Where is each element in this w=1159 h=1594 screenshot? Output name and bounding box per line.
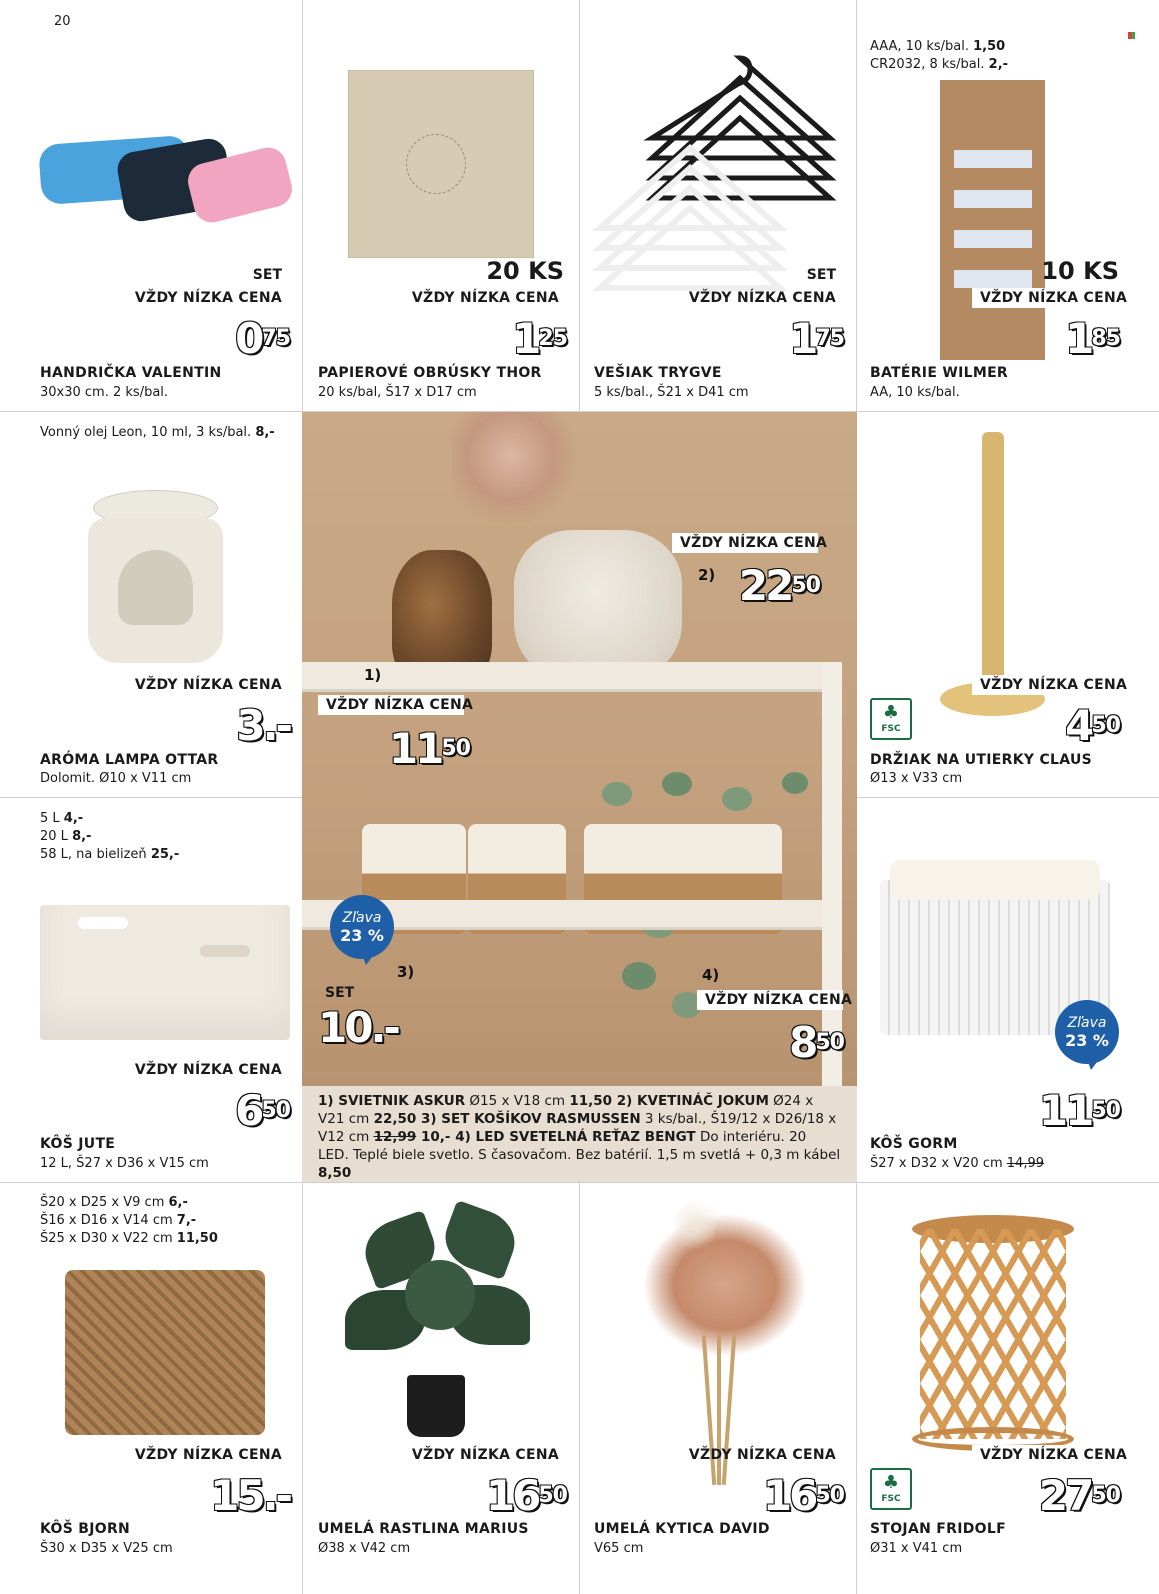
product-description: Ø13 x V33 cm <box>870 771 963 786</box>
always-low-price-label: VŽDY NÍZKA CENA <box>672 533 818 553</box>
aroma-lamp-image <box>88 490 223 665</box>
brand-logo-icon <box>1128 32 1135 39</box>
price-tag: $11^{50}$ <box>388 724 470 773</box>
price-tag: $16^{50}$ <box>485 1471 567 1520</box>
price-tag: $1^{85}$ <box>1065 314 1120 363</box>
divider <box>0 1182 1159 1183</box>
item-reference: 1) <box>364 666 382 684</box>
product-name: UMELÁ RASTLINA MARIUS <box>318 1521 529 1537</box>
always-low-price-label: VŽDY NÍZKA CENA <box>134 677 282 693</box>
price-tag: $8^{50}$ <box>789 1018 844 1067</box>
product-description: V65 cm <box>594 1541 644 1556</box>
variant-price-note: Š16 x D16 x V14 cm 7,- <box>40 1213 197 1228</box>
set-badge: SET <box>325 985 355 1001</box>
old-price: 12,99 <box>373 1129 417 1145</box>
divider <box>0 797 302 798</box>
always-low-price-label: VŽDY NÍZKA CENA <box>972 288 1119 308</box>
product-description: 20 ks/bal, Š17 x D17 cm <box>318 385 477 400</box>
product-name: ARÓMA LAMPA OTTAR <box>40 752 219 768</box>
variant-price-note: 58 L, na bielizeň 25,- <box>40 847 180 862</box>
divider <box>856 797 1159 798</box>
photo-caption: 1) SVIETNIK ASKUR Ø15 x V18 cm 11,50 2) KVETINÁČ JOKUM Ø24 x V21 cm 22,50 3) SET KOŠÍKOV RASMUSSEN 3 ks/bal., Š19/12 x D26/18 x V12 cm 12,99 10,- 4) LED SVETELNÁ REŤAZ BENGT Do interiéru. 20 LED. Teplé biele svetlo. S časovačom. Bez batérií. 1,5 m svetlá + 0,3 m kábel 8,50 <box>302 1086 857 1182</box>
product-name: PAPIEROVÉ OBRÚSKY THOR <box>318 365 542 381</box>
price-tag: $4^{50}$ <box>1065 701 1120 750</box>
always-low-price-label: VŽDY NÍZKA CENA <box>318 695 464 715</box>
always-low-price-label: VŽDY NÍZKA CENA <box>411 290 559 306</box>
divider <box>579 1182 580 1594</box>
product-description: Š30 x D35 x V25 cm <box>40 1541 173 1556</box>
product-name: KÔŠ BJORN <box>40 1521 131 1537</box>
price-tag: $1^{25}$ <box>512 314 567 363</box>
fsc-logo-icon: ♣ FSC <box>870 698 912 740</box>
price-tag: $16^{50}$ <box>762 1471 844 1520</box>
price-tag: $1^{75}$ <box>789 314 844 363</box>
always-low-price-label: VŽDY NÍZKA CENA <box>134 1062 282 1078</box>
product-description: 5 ks/bal., Š21 x D41 cm <box>594 385 749 400</box>
price-tag: 3.- <box>236 701 290 750</box>
always-low-price-label: VŽDY NÍZKA CENA <box>972 675 1119 695</box>
product-description: 30x30 cm. 2 ks/bal. <box>40 385 169 400</box>
price-tag: $22^{50}$ <box>738 561 820 610</box>
variant-price-note: CR2032, 8 ks/bal. 2,- <box>870 57 1009 72</box>
product-name: BATÉRIE WILMER <box>870 365 1009 381</box>
always-low-price-label: VŽDY NÍZKA CENA <box>688 290 836 306</box>
variant-price-note: AAA, 10 ks/bal. 1,50 <box>870 39 1006 54</box>
towels-image <box>40 120 290 230</box>
product-description: Ø31 x V41 cm <box>870 1541 963 1556</box>
divider <box>302 0 303 412</box>
price-tag: 10.- <box>318 1003 398 1052</box>
shelf <box>302 662 842 692</box>
variant-price-note: Š20 x D25 x V9 cm 6,- <box>40 1195 188 1210</box>
set-badge: SET <box>806 267 836 283</box>
variant-price-note: 5 L 4,- <box>40 811 84 826</box>
product-name: STOJAN FRIDOLF <box>870 1521 1006 1537</box>
fsc-logo-icon: ♣ FSC <box>870 1468 912 1510</box>
variant-price-note: 20 L 8,- <box>40 829 92 844</box>
discount-badge: Zľava 23 % <box>330 895 394 965</box>
item-reference: 4) <box>702 966 720 984</box>
quantity-label: 20 KS <box>486 257 564 285</box>
always-low-price-label: VŽDY NÍZKA CENA <box>134 1447 282 1463</box>
product-name: UMELÁ KYTICA DAVID <box>594 1521 770 1537</box>
price-tag: $6^{50}$ <box>235 1086 290 1135</box>
artificial-plant-image <box>345 1200 535 1440</box>
product-description: 12 L, Š27 x D36 x V15 cm <box>40 1156 209 1171</box>
product-description: Š27 x D32 x V20 cm 14,99 <box>870 1156 1044 1171</box>
product-description: Ø38 x V42 cm <box>318 1541 411 1556</box>
napkins-image <box>348 70 534 258</box>
page-number: 20 <box>54 14 71 29</box>
discount-badge: Zľava 23 % <box>1055 1000 1119 1070</box>
always-low-price-label: VŽDY NÍZKA CENA <box>697 990 843 1010</box>
product-description: AA, 10 ks/bal. <box>870 385 960 400</box>
price-tag: $27^{50}$ <box>1038 1471 1120 1520</box>
set-badge: SET <box>252 267 282 283</box>
rattan-stool-image <box>912 1215 1074 1455</box>
product-name: VEŠIAK TRYGVE <box>594 365 722 381</box>
product-description: Dolomit. Ø10 x V11 cm <box>40 771 192 786</box>
item-reference: 2) <box>698 566 716 584</box>
product-name: KÔŠ JUTE <box>40 1136 116 1152</box>
price-tag: $0^{75}$ <box>235 314 290 363</box>
always-low-price-label: VŽDY NÍZKA CENA <box>972 1445 1119 1465</box>
variant-price-note: Š25 x D30 x V22 cm 11,50 <box>40 1231 218 1246</box>
price-tag: $11^{50}$ <box>1038 1086 1120 1135</box>
product-name: KÔŠ GORM <box>870 1136 958 1152</box>
always-low-price-label: VŽDY NÍZKA CENA <box>134 290 282 306</box>
always-low-price-label: VŽDY NÍZKA CENA <box>411 1447 559 1463</box>
seagrass-basket-image <box>65 1270 265 1435</box>
quantity-label: 10 KS <box>1041 257 1119 285</box>
product-name: HANDRIČKA VALENTIN <box>40 365 222 381</box>
item-reference: 3) <box>397 963 415 981</box>
divider <box>579 0 580 412</box>
dried-flower-image <box>452 412 582 522</box>
variant-price-note: Vonný olej Leon, 10 ml, 3 ks/bal. 8,- <box>40 425 275 440</box>
always-low-price-label: VŽDY NÍZKA CENA <box>688 1447 836 1463</box>
price-tag: 15.- <box>210 1471 290 1520</box>
product-name: DRŽIAK NA UTIERKY CLAUS <box>870 752 1093 768</box>
old-price: 14,99 <box>1006 1156 1044 1171</box>
storage-box-image <box>40 905 290 1040</box>
